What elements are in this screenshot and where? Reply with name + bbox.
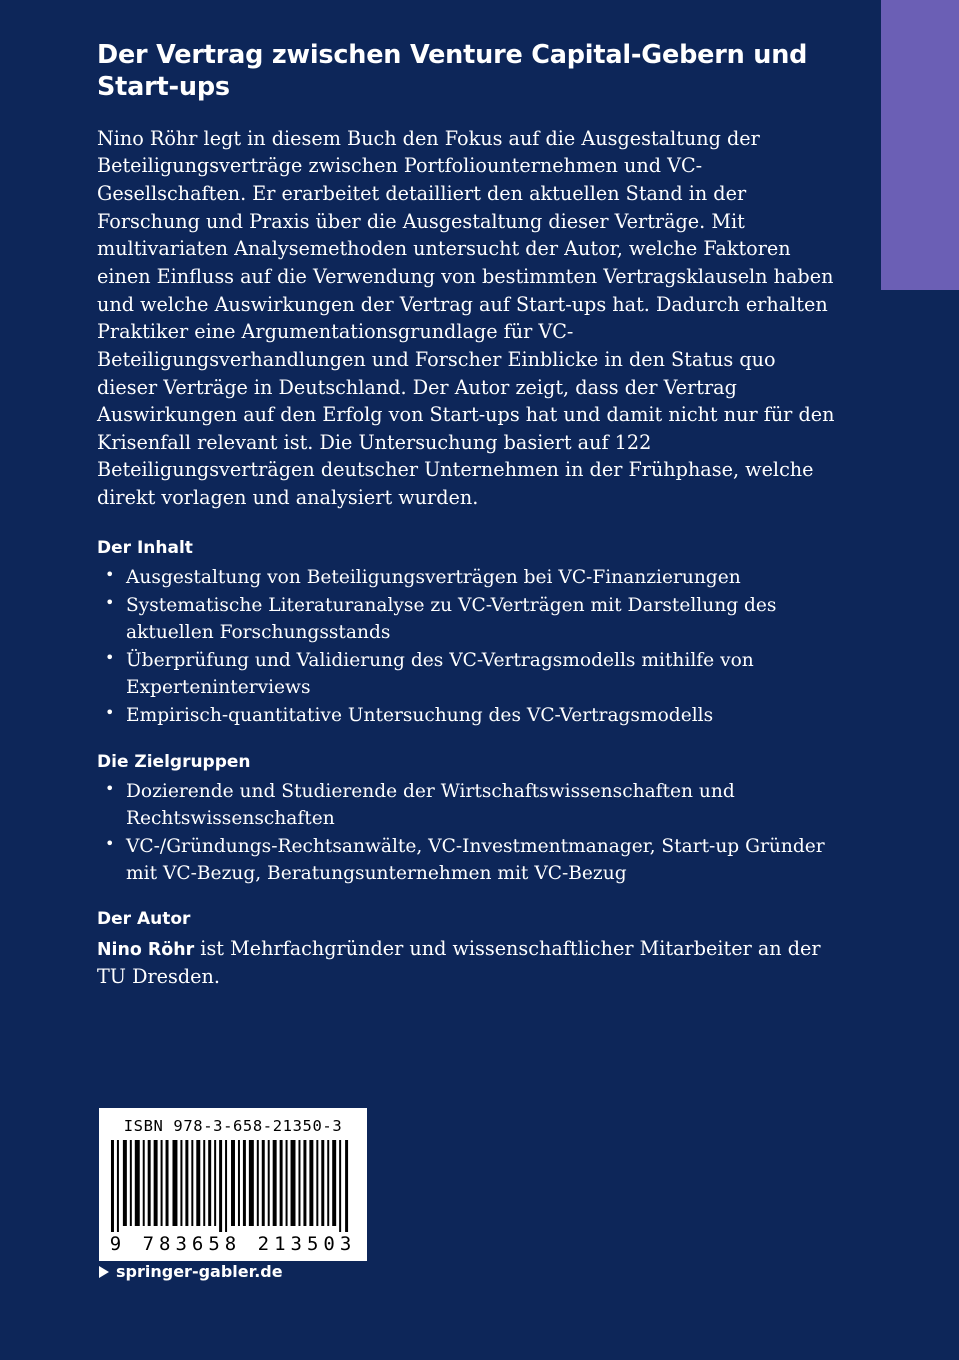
audience-heading: Die Zielgruppen: [97, 751, 251, 772]
list-item: • Ausgestaltung von Beteiligungsverträgen bei VC-Finanzierungen: [97, 564, 837, 591]
list-item: • Empirisch-quantitative Untersuchung des VC-Vertragsmodells: [97, 702, 837, 729]
audience-list: [97, 778, 837, 888]
isbn-label: ISBN 978-3-658-21350-3: [123, 1117, 343, 1135]
contents-list: [97, 564, 837, 730]
list-item: • Systematische Literaturanalyse zu VC-Verträgen mit Darstellung des aktuellen Forschungsstands: [97, 592, 837, 646]
blurb-text: Nino Röhr legt in diesem Buch den Fokus auf die Ausgestaltung der Beteiligungsverträge zwischen Portfoliounternehmen und VC-Gesellschaften. Er erarbeitet detailliert den aktuellen Stand in der Forschung und Praxis über die Ausgestaltung dieser Verträge. Mit multivariaten Analysemethoden untersucht der Autor, welche Faktoren einen Einfluss auf die Verwendung von bestimmten Vertragsklauseln haben und welche Auswirkungen der Vertrag auf Start-ups hat. Dadurch erhalten Praktiker eine Argumentationsgrundlage für VC-Beteiligungsverhandlungen und Forscher Einblicke in den Status quo dieser Verträge in Deutschland. Der Autor zeigt, dass der Vertrag Auswirkungen auf den Erfolg von Start-ups hat und damit nicht nur für den Krisenfall relevant ist. Die Untersuchung basiert auf 122 Beteiligungsverträgen deutscher Unternehmen in der Frühphase, welche direkt vorlagen und analysiert wurden.: [97, 126, 835, 510]
barcode-icon: [109, 1140, 357, 1232]
author-heading: Der Autor: [97, 909, 191, 930]
contents-heading: Der Inhalt: [97, 537, 193, 558]
cover-content: [97, 40, 837, 991]
spine-accent-block: [881, 0, 959, 290]
author-name: Nino Röhr: [97, 940, 195, 961]
list-item: • Dozierende und Studierende der Wirtschaftswissenschaften und Rechtswissenschaften: [97, 778, 837, 832]
ean-digits: 9 783658 213503: [109, 1233, 357, 1255]
page-title: Der Vertrag zwischen Venture Capital-Gebern und Start-ups: [97, 40, 808, 102]
play-triangle-icon: [99, 1266, 109, 1278]
barcode-area: [99, 1108, 367, 1261]
author-bio-text: ist Mehrfachgründer und wissenschaftlicher Mitarbeiter an der TU Dresden.: [97, 937, 821, 989]
list-item: • VC-/Gründungs-Rechtsanwälte, VC-Investmentmanager, Start-up Gründer mit VC-Bezug, Beratungsunternehmen mit VC-Bezug: [97, 833, 837, 887]
imprint-label: springer-gabler.de: [116, 1262, 283, 1281]
list-item: • Überprüfung und Validierung des VC-Vertragsmodells mithilfe von Experteninterviews: [97, 647, 837, 701]
barcode-box: [99, 1108, 367, 1261]
imprint-logo[interactable]: [99, 1262, 283, 1281]
author-bio: [97, 935, 837, 991]
